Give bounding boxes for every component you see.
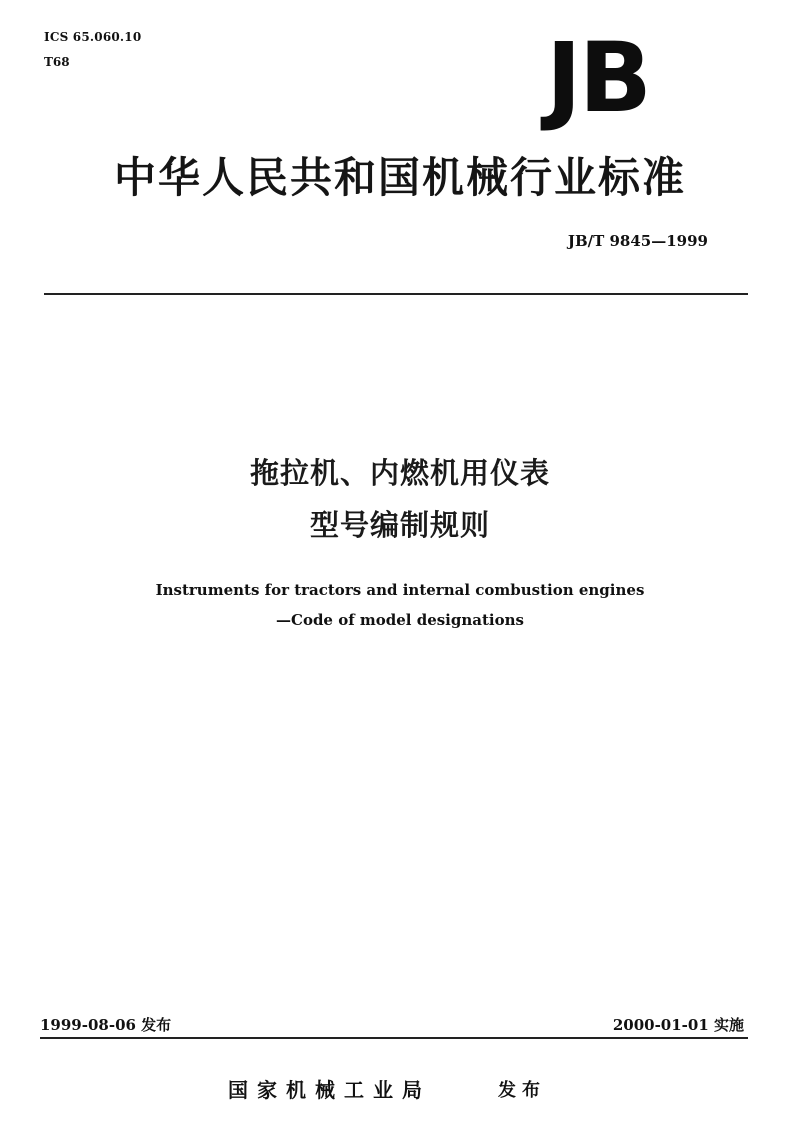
chinese-title-line-1: 拖拉机、内燃机用仪表 [249, 456, 550, 490]
publisher-suffix: 发布 [498, 1080, 546, 1101]
classification-code: T68 [44, 55, 70, 69]
ics-code: ICS 65.060.10 [44, 30, 142, 44]
implementation-date: 2000-01-01 实施 [612, 1016, 744, 1034]
publisher-name: 国家机械工业局 [228, 1078, 431, 1102]
standard-logo: JB [546, 22, 649, 134]
organization-title: 中华人民共和国机械行业标准 [113, 153, 686, 202]
standard-number: JB/T 9845—1999 [567, 232, 708, 250]
bottom-divider [40, 1037, 748, 1039]
english-title-line-2: —Code of model designations [276, 611, 524, 629]
top-divider [44, 293, 748, 295]
english-title-line-1: Instruments for tractors and internal combustion engines [155, 581, 645, 599]
chinese-title-line-2: 型号编制规则 [309, 508, 490, 542]
issue-date: 1999-08-06 发布 [40, 1016, 172, 1034]
